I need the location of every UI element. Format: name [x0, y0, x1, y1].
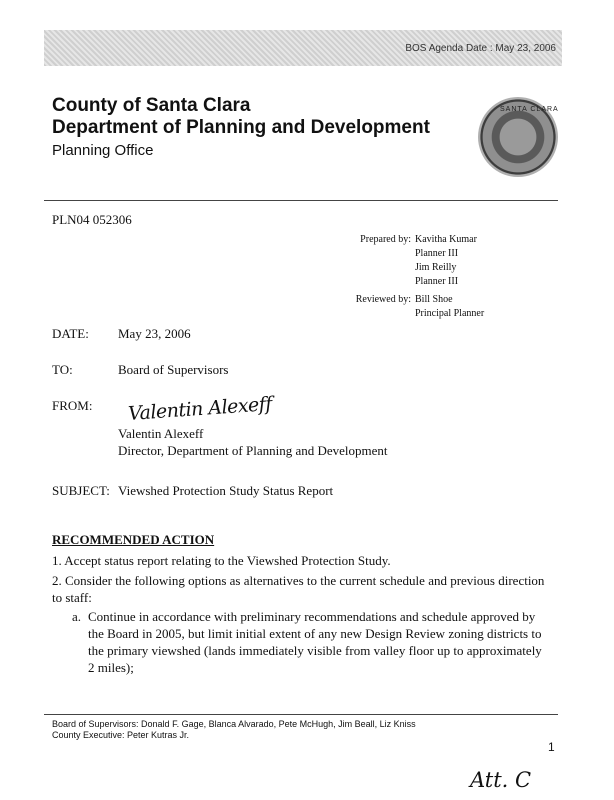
- sub-item-line: 2 miles);: [88, 660, 134, 675]
- recommendation-item: 1. Accept status report relating to the Viewshed Protection Study.: [52, 553, 391, 568]
- handwritten-attachment-note: Att. C: [470, 768, 532, 792]
- from-label: FROM:: [52, 398, 93, 413]
- header-divider: [44, 200, 558, 201]
- date-label: DATE:: [52, 326, 89, 341]
- subject-value: Viewshed Protection Study Status Report: [118, 483, 334, 498]
- department-name: Department of Planning and Development: [52, 117, 430, 138]
- page-number: 1: [548, 740, 555, 754]
- subject-label: SUBJECT:: [52, 483, 110, 498]
- office-name: Planning Office: [52, 142, 154, 159]
- preparer-line: Jim Reilly: [415, 262, 457, 273]
- board-members: Board of Supervisors: Donald F. Gage, Blanca Alvarado, Pete McHugh, Jim Beall, Liz Kniss: [52, 719, 416, 729]
- recommendation-item: 2. Consider the following options as alternatives to the current schedule and previous direction: [52, 573, 545, 588]
- seal-lettering: SANTA CLARA: [500, 106, 559, 113]
- date-value: May 23, 2006: [118, 326, 191, 341]
- sub-item-marker: a.: [72, 609, 82, 624]
- county-name: County of Santa Clara: [52, 95, 251, 116]
- agenda-date: BOS Agenda Date : May 23, 2006: [405, 43, 556, 54]
- recommended-action-heading: RECOMMENDED ACTION: [52, 532, 215, 547]
- to-label: TO:: [52, 362, 73, 377]
- file-number: PLN04 052306: [52, 212, 132, 227]
- county-executive: County Executive: Peter Kutras Jr.: [52, 730, 190, 740]
- to-value: Board of Supervisors: [118, 362, 229, 377]
- prepared-by-label: Prepared by:: [360, 234, 411, 245]
- director-signature: Valentin Alexeff: [127, 393, 273, 425]
- from-name: Valentin Alexeff: [118, 426, 204, 441]
- preparer-line: Planner III: [415, 276, 459, 287]
- footer-divider: [44, 714, 558, 715]
- sub-item-line: the Board in 2005, but limit initial extent of any new Design Review zoning districts to: [88, 626, 542, 641]
- from-title: Director, Department of Planning and Development: [118, 443, 388, 458]
- reviewer-line: Principal Planner: [415, 308, 485, 319]
- recommendation-item-continued: to staff:: [52, 590, 92, 605]
- preparer-line: Kavitha Kumar: [415, 234, 477, 245]
- reviewed-by-label: Reviewed by:: [355, 294, 411, 305]
- sub-item-line: the primary viewshed (lands immediately visible from valley floor up to approximately: [88, 643, 542, 658]
- preparer-line: Planner III: [415, 248, 459, 259]
- sub-item-line: Continue in accordance with preliminary recommendations and schedule approved by: [88, 609, 536, 624]
- reviewer-line: Bill Shoe: [415, 294, 453, 305]
